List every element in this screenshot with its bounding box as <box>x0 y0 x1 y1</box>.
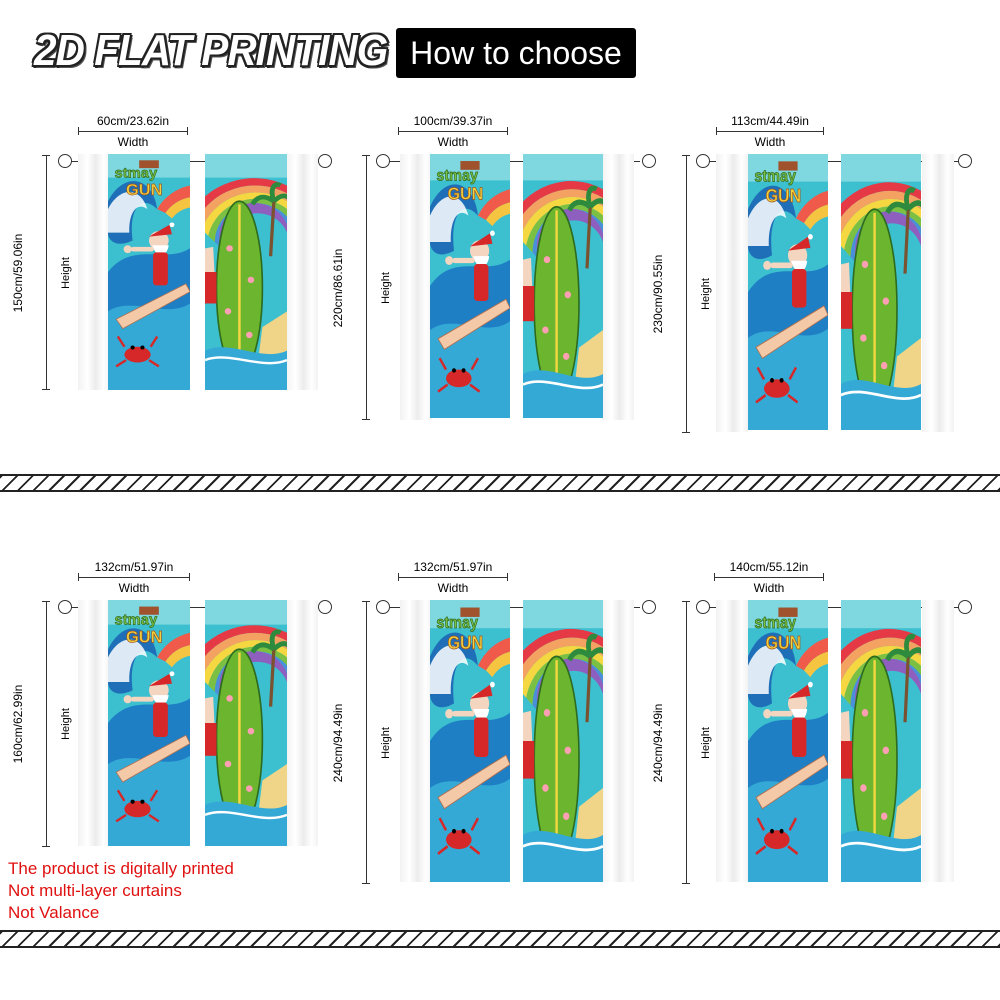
curtain-panel-left <box>748 154 828 430</box>
sheer-right <box>286 154 318 390</box>
width-value: 100cm/39.37in <box>413 114 493 128</box>
height-value: 240cm/94.49in <box>331 703 345 782</box>
width-dimension <box>716 114 824 152</box>
header-how-to-choose: How to choose <box>396 28 636 78</box>
sheer-right <box>286 600 318 846</box>
height-dimension <box>324 155 392 420</box>
rod-end-right <box>958 600 972 614</box>
height-label: Height <box>60 256 72 289</box>
note-not-multilayer: Not multi-layer curtains <box>8 881 182 900</box>
rod-end-left <box>376 154 390 168</box>
sheer-left <box>78 154 110 390</box>
rod-end-left <box>58 600 72 614</box>
width-dimension <box>398 560 508 598</box>
height-label: Height <box>700 278 712 310</box>
height-value: 220cm/86.61in <box>331 248 345 327</box>
height-dimension <box>4 155 72 390</box>
width-dimension <box>714 560 824 598</box>
width-label: Width <box>754 135 786 149</box>
rod-end-left <box>696 154 710 168</box>
curtain-panel-left <box>108 600 190 846</box>
header-title: 2D FLAT PRINTING <box>34 26 388 75</box>
height-dimension <box>644 601 712 884</box>
width-dimension <box>78 114 188 152</box>
width-label: Width <box>118 581 150 595</box>
rod-end-left <box>376 600 390 614</box>
width-value: 132cm/51.97in <box>413 560 493 574</box>
height-dimension <box>324 601 392 884</box>
sheer-right <box>922 154 954 432</box>
height-label: Height <box>60 708 72 740</box>
height-value: 150cm/59.06in <box>11 233 25 312</box>
width-label: Width <box>437 135 469 149</box>
sheer-left <box>400 154 432 420</box>
sheer-left <box>78 600 110 846</box>
curtain-panel-right <box>841 600 921 882</box>
height-value: 160cm/62.99in <box>11 684 25 764</box>
curtain-panel-left <box>748 600 828 882</box>
size-option-5[interactable] <box>320 556 640 856</box>
sheer-right <box>922 600 954 882</box>
height-dimension <box>644 155 712 433</box>
size-option-4[interactable] <box>0 556 320 856</box>
width-dimension <box>398 114 508 152</box>
sheer-right <box>602 154 634 420</box>
curtain-panel-right <box>841 154 921 430</box>
size-option-2[interactable] <box>320 110 640 410</box>
rod-end-left <box>696 600 710 614</box>
height-label: Height <box>380 271 392 304</box>
sheer-left <box>716 600 748 882</box>
width-value: 60cm/23.62in <box>96 114 170 128</box>
curtain-panel-right <box>523 600 603 882</box>
note-digital-print: The product is digitally printed <box>8 859 234 878</box>
width-label: Width <box>117 135 149 149</box>
width-value: 132cm/51.97in <box>94 560 174 574</box>
rod-end-left <box>58 154 72 168</box>
curtain-panel-left <box>108 154 190 390</box>
width-label: Width <box>753 581 785 595</box>
size-option-6[interactable] <box>640 556 960 856</box>
hatched-divider <box>0 474 1000 492</box>
curtain-panel-right <box>523 154 603 418</box>
rod-end-right <box>958 154 972 168</box>
width-value: 140cm/55.12in <box>729 560 809 574</box>
height-label: Height <box>380 726 392 759</box>
product-notes <box>8 858 234 924</box>
sheer-right <box>602 600 634 882</box>
sheer-left <box>716 154 748 432</box>
height-dimension <box>4 601 72 847</box>
size-option-3[interactable] <box>640 110 960 410</box>
height-value: 240cm/94.49in <box>651 703 665 782</box>
sheer-left <box>400 600 432 882</box>
hatched-divider-bottom <box>0 930 1000 948</box>
height-label: Height <box>700 726 712 759</box>
curtain-panel-right <box>205 600 287 846</box>
size-option-1[interactable] <box>0 110 320 410</box>
curtain-panel-right <box>205 154 287 390</box>
height-value: 230cm/90.55in <box>651 254 665 334</box>
width-dimension <box>78 560 190 598</box>
note-not-valance: Not Valance <box>8 903 100 922</box>
width-label: Width <box>437 581 469 595</box>
curtain-panel-left <box>430 154 510 418</box>
curtain-panel-left <box>430 600 510 882</box>
width-value: 113cm/44.49in <box>731 114 809 128</box>
